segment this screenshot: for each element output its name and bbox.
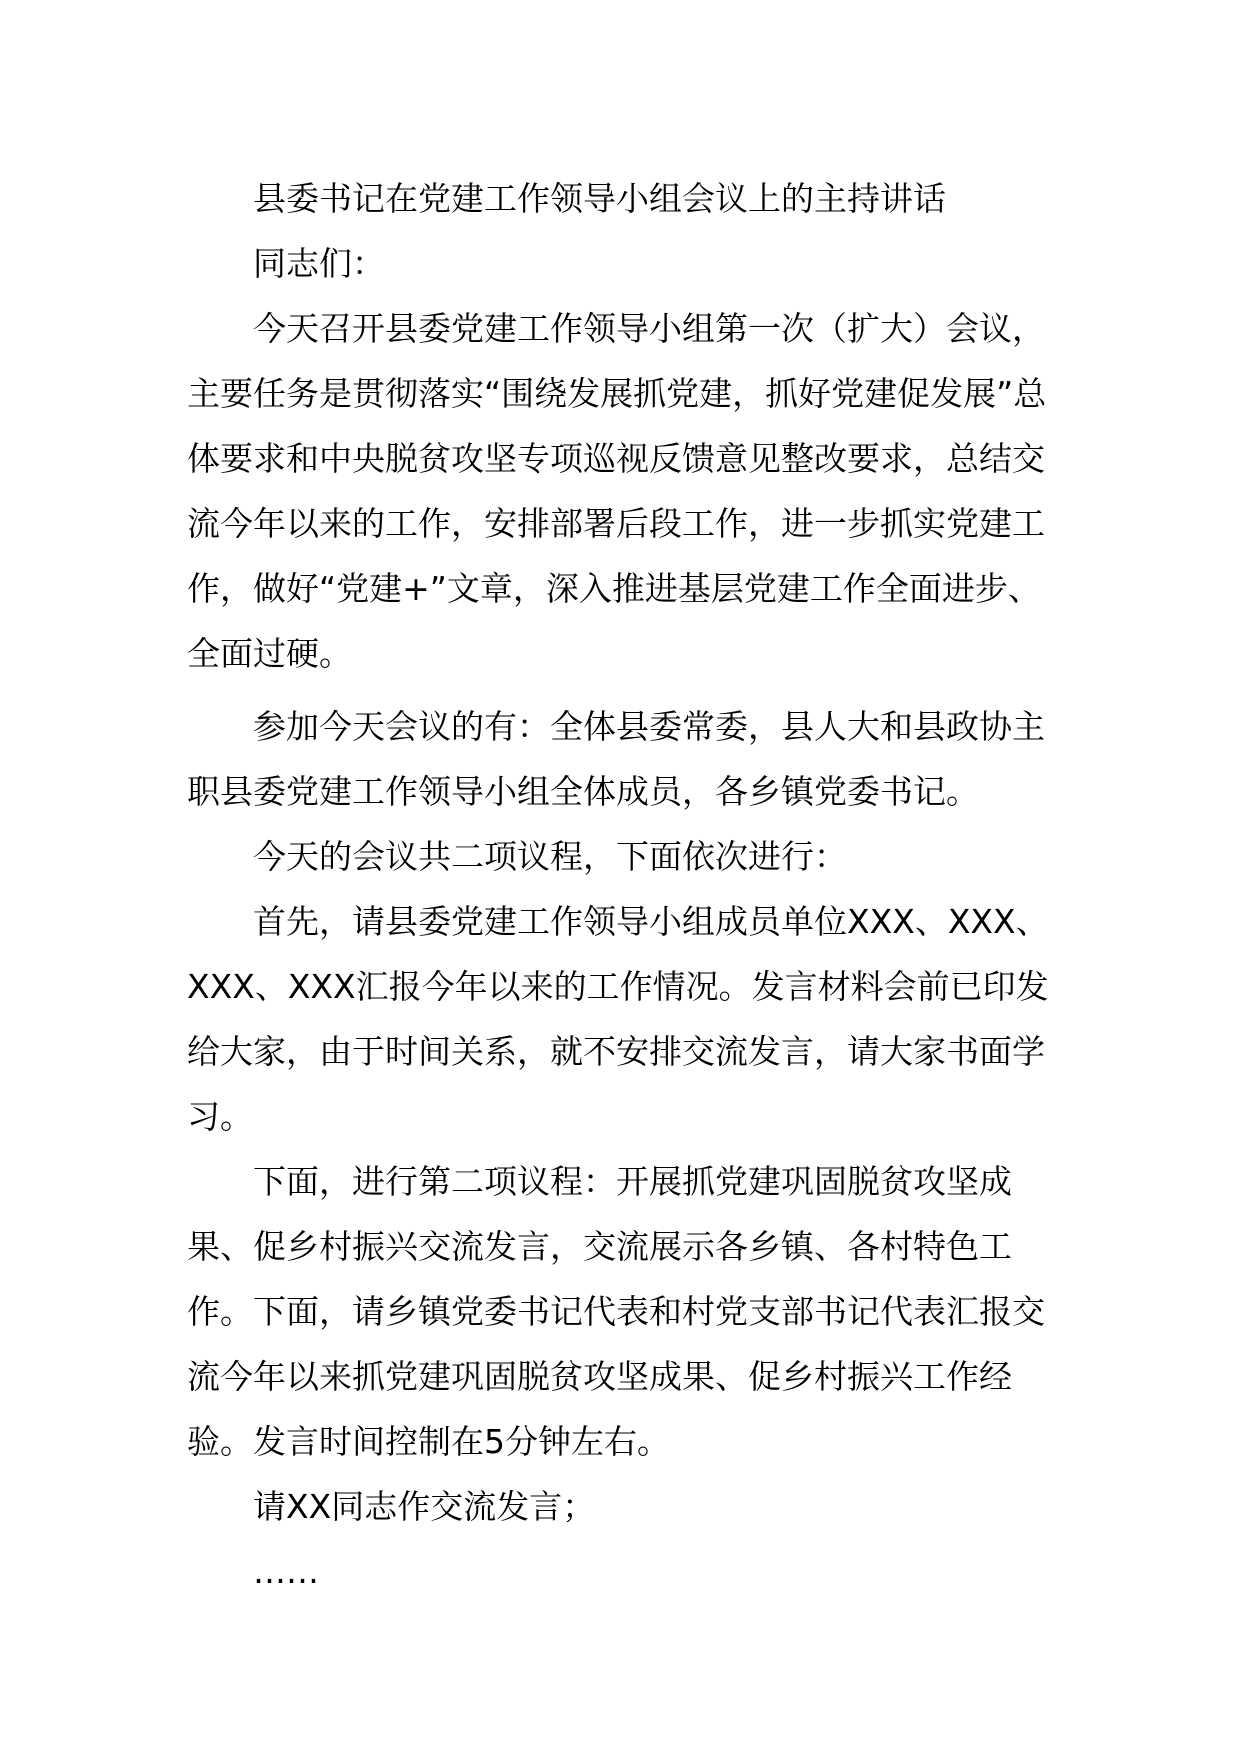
paragraph-ellipsis: …… [253,1552,319,1591]
paragraph-speaker-call: 请XX同志作交流发言； [253,1487,596,1526]
paragraph-attendees: 参加今天会议的有：全体县委常委，县人大和县政协主职县委党建工作领导小组全体成员，各乡镇党委书记。 [187,707,1045,811]
paragraph-agenda-item-two: 下面，进行第二项议程：开展抓党建巩固脱贫攻坚成果、促乡村振兴交流发言，交流展示各乡镇、各村特色工作。下面，请乡镇党委书记代表和村党支部书记代表汇报交流今年以来抓党建巩固脱贫攻坚成果、促乡村振兴工作经验。发言时间控制在5分钟左右。 [187,1162,1045,1461]
paragraph-meeting-purpose: 今天召开县委党建工作领导小组第一次（扩大）会议，主要任务是贯彻落实“围绕发展抓党建，抓好党建促发展”总体要求和中央脱贫攻坚专项巡视反馈意见整改要求，总结交流今年以来的工作，安排部署后段工作，进一步抓实党建工作，做好“党建+”文章，深入推进基层党建工作全面进步、全面过硬。 [187,309,1047,673]
document-title: 县委书记在党建工作领导小组会议上的主持讲话 [253,179,946,218]
salutation: 同志们： [253,244,385,283]
document-body [187,166,1052,1604]
paragraph-agenda-intro: 今天的会议共二项议程，下面依次进行： [253,837,847,876]
paragraph-agenda-item-one: 首先，请县委党建工作领导小组成员单位XXX、XXX、XXX、XXX汇报今年以来的工作情况。发言材料会前已印发给大家，由于时间关系，就不安排交流发言，请大家书面学习。 [187,902,1049,1136]
